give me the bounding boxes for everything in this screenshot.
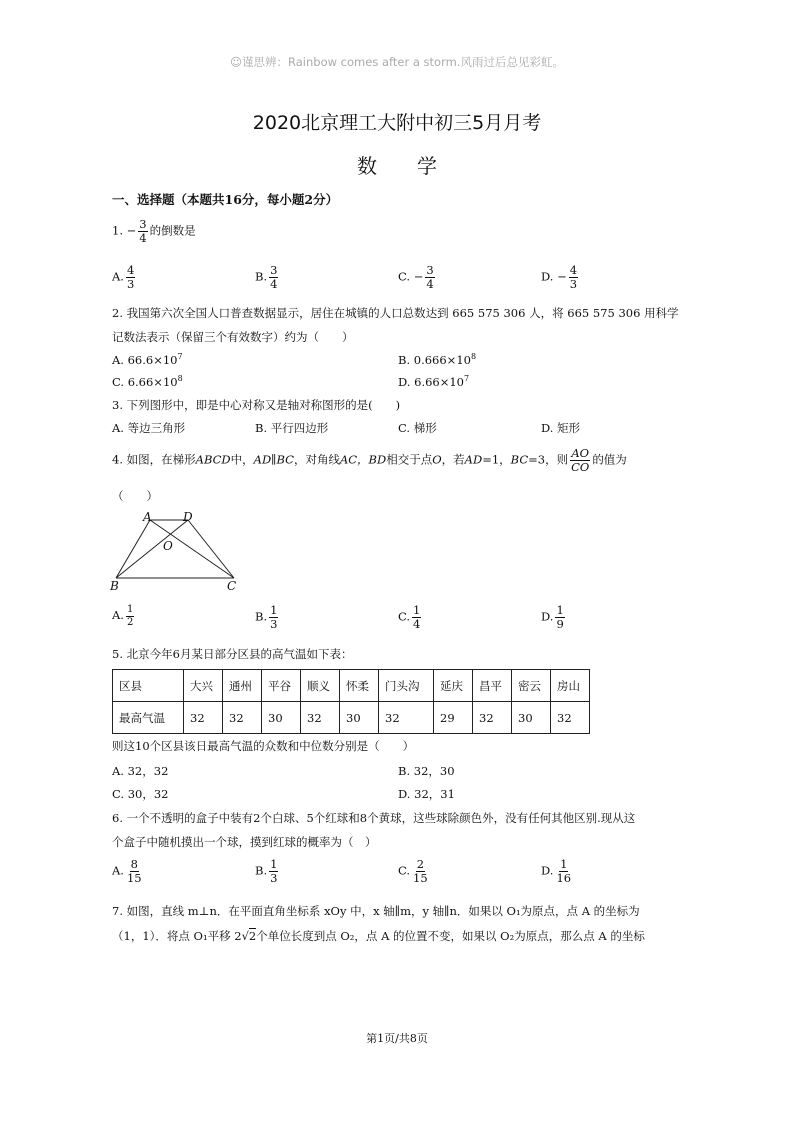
table-cell: 最高气温 [113,702,184,734]
table-cell: 平谷 [262,670,301,702]
table-cell: 30 [262,702,301,734]
table-cell: 房山 [551,670,590,702]
table-cell: 区县 [113,670,184,702]
q5-option-a[interactable]: A. 32，32 [112,764,169,778]
table-cell: 32 [473,702,512,734]
q6-option-d[interactable]: D. $\frac{1}{16}$ [541,857,572,886]
q5-option-c[interactable]: C. 30，32 [112,787,169,801]
q5-option-b[interactable]: B. 32，30 [398,764,455,778]
question-2-line-2: 记数法表示（保留三个有效数字）约为（ ） [112,330,354,344]
question-7-line-1: 7. 如图，直线 m⊥n．在平面直角坐标系 xOy 中，x 轴∥m，y 轴∥n．如果以 O₁为原点，点 A 的坐标为 [112,904,640,918]
table-row [113,702,590,734]
table-cell: 32 [184,702,223,734]
table-cell: 昌平 [473,670,512,702]
question-2-line-1: 2. 我国第六次全国人口普查数据显示，居住在城镇的人口总数达到 665 575 306 人，将 665 575 306 用科学 [112,306,679,320]
table-cell: 32 [223,702,262,734]
q2-option-c[interactable]: C. $6.66\times 10^8$ [112,374,183,389]
q1-option-c[interactable]: C. − $\frac{3}{4}$ [398,263,434,292]
q4-option-c[interactable]: C. $\frac{1}{4}$ [398,603,421,632]
q2-option-b[interactable]: B. $0.666\times 10^8$ [398,352,477,367]
diagonal-bd [116,520,188,578]
section-heading: 一、选择题（本题共16分，每小题2分） [112,192,339,207]
table-cell: 30 [512,702,551,734]
q4-option-a[interactable]: A. $\frac{1}{2}$ [112,604,134,628]
sqrt-symbol: √ [241,929,249,943]
question-4: 4. 如图，在梯形ABCD中，AD∥BC，对角线AC，BD相交于点O，若AD=1，BC=3，则 $\frac{AO}{CO}$ 的值为 [112,446,627,475]
q4-option-d[interactable]: D. $\frac{1}{9}$ [541,603,564,632]
question-5: 5. 北京今年6月某日部分区县的高气温如下表： [112,647,353,661]
table-cell: 32 [379,702,434,734]
fraction: $\frac{AO}{CO}$ [571,446,590,475]
q3-option-c[interactable]: C. 梯形 [398,421,437,435]
table-cell: 顺义 [301,670,340,702]
table-row [113,670,590,702]
question-3: 3. 下列图形中，即是中心对称又是轴对称图形的是( ) [112,398,401,412]
q1-option-b[interactable]: B. $\frac{3}{4}$ [255,263,278,292]
subject-title: 数 学 [357,154,437,178]
q6-option-a[interactable]: A. $\frac{8}{15}$ [112,857,142,886]
q6-option-b[interactable]: B. $\frac{1}{3}$ [255,857,278,886]
table-cell: 延庆 [434,670,473,702]
watermark: ☺谨思辨：Rainbow comes after a storm.风雨过后总见彩虹。 [230,55,564,69]
table-cell: 密云 [512,670,551,702]
table-cell: 门头沟 [379,670,434,702]
table-cell: 大兴 [184,670,223,702]
edge-dc [188,520,234,578]
question-4-blank: （ ） [112,489,158,503]
temperature-table [112,669,590,734]
q1-option-a[interactable]: A. $\frac{4}{3}$ [112,263,135,292]
label-a: A [143,510,152,524]
table-cell: 32 [301,702,340,734]
q1-option-d[interactable]: D. − $\frac{4}{3}$ [541,263,578,292]
question-6-line-2: 个盒子中随机摸出一个球，摸到红球的概率为（ ） [112,835,377,849]
table-cell: 30 [340,702,379,734]
question-6-line-1: 6. 一个不透明的盒子中装有2个白球、5个红球和8个黄球，这些球除颜色外，没有任何其他区别.现从这 [112,811,636,825]
q2-option-a[interactable]: A. $66.6\times 10^7$ [112,352,183,367]
label-o: O [163,539,173,553]
fraction: $\frac{3}{4}$ [139,217,147,246]
q3-option-d[interactable]: D. 矩形 [541,421,581,435]
label-b: B [110,579,119,592]
q3-option-a[interactable]: A. 等边三角形 [112,421,186,435]
label-d: D [183,510,193,524]
trapezoid-figure [106,508,246,592]
edge-ab [116,520,150,578]
table-cell: 32 [551,702,590,734]
table-cell: 29 [434,702,473,734]
table-cell: 怀柔 [340,670,379,702]
table-cell: 通州 [223,670,262,702]
q4-option-b[interactable]: B. $\frac{1}{3}$ [255,603,278,632]
question-7-line-2: （1，1）．将点 O₁平移 2√2个单位长度到点 O₂，点 A 的位置不变，如果以 O₂为原点，那么点 A 的坐标 [112,929,645,943]
q6-option-c[interactable]: C. $\frac{2}{15}$ [398,857,428,886]
page-title: 2020北京理工大附中初三5月月考 [252,112,542,134]
q2-option-d[interactable]: D. $6.66\times 10^7$ [398,374,470,389]
question-5-prompt: 则这10个区县该日最高气温的众数和中位数分别是（ ） [112,739,415,753]
question-1: 1. − $\frac{3}{4}$ 的倒数是 [112,217,196,246]
q3-option-b[interactable]: B. 平行四边形 [255,421,329,435]
label-c: C [227,579,237,592]
page-footer: 第1页/共8页 [366,1032,428,1045]
q5-option-d[interactable]: D. 32，31 [398,787,455,801]
